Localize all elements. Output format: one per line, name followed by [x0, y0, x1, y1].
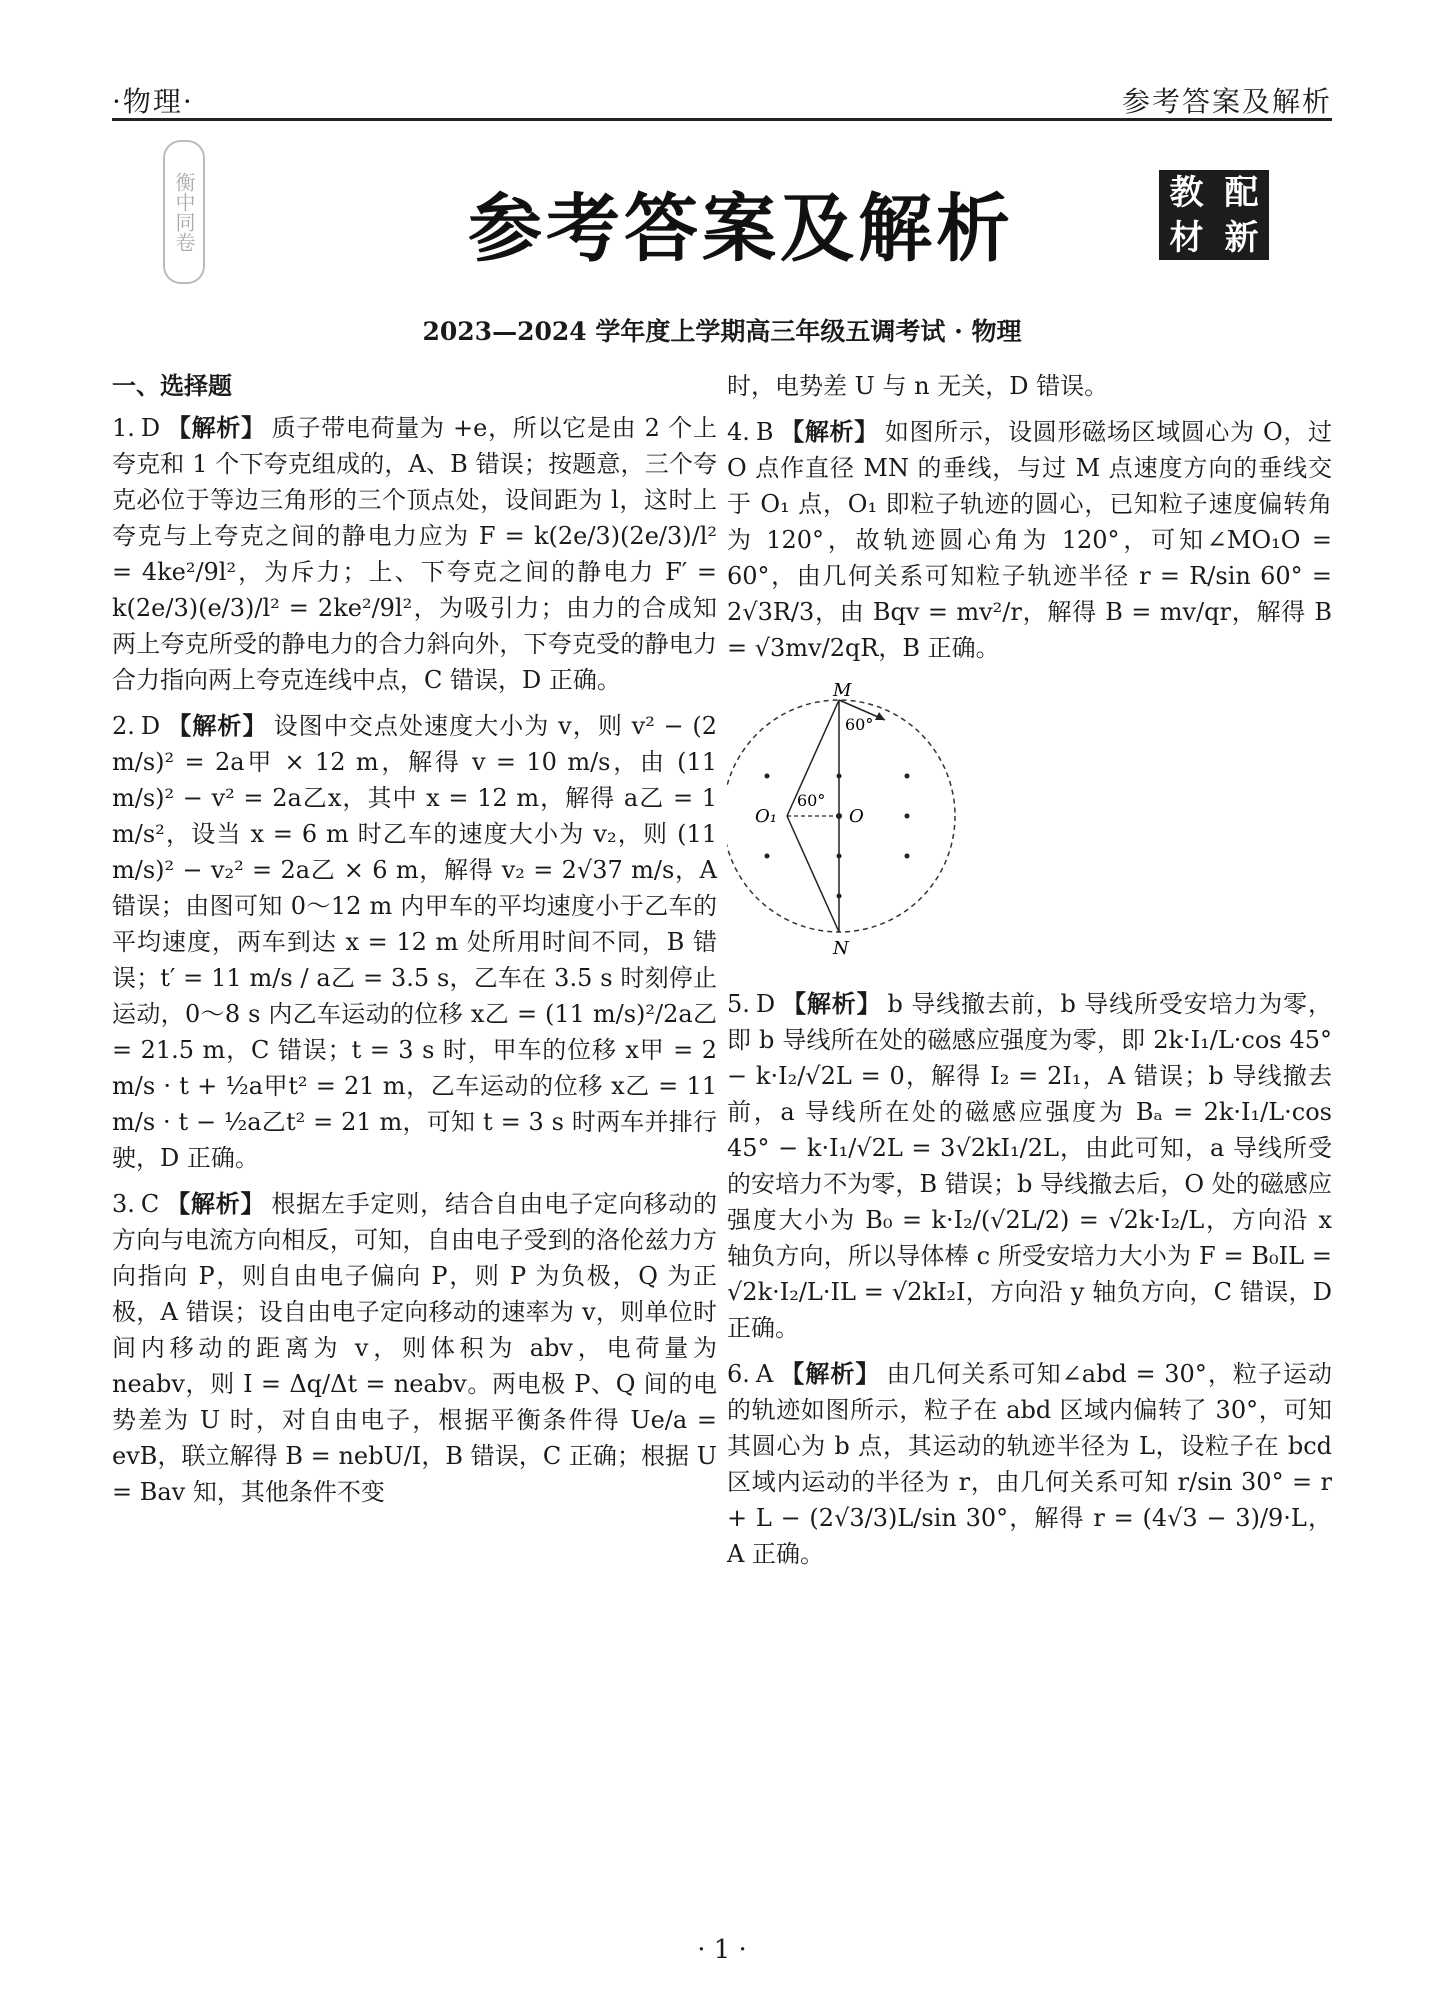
magnetic-field-diagram: [727, 682, 1332, 962]
answer-item-4: [727, 414, 1332, 666]
field-dot: [905, 814, 910, 819]
item-text: 时，电势差 U 与 n 无关，D 错误。: [727, 372, 1109, 400]
item-tag: 【解析】: [781, 989, 882, 1018]
answer-item-continued: [727, 368, 1332, 404]
item-text: 如图所示，设圆形磁场区域圆心为 O，过 O 点作直径 MN 的垂线，与过 M 点速度方向的垂线交于 O₁ 点，O₁ 即粒子轨迹的圆心，已知粒子速度偏转角为 120°，故轨迹圆心角为 120°，可知∠MO₁O = 60°，由几何关系可知粒子轨迹半径 r = R/sin 60° = 2√3R/3，由 Bqv = mv²/r，解得 B = mv/qr，解得 B = √3mv/2qR，B 正确。: [727, 418, 1332, 662]
item-text: 根据左手定则，结合自由电子定向移动的方向与电流方向相反，可知，自由电子受到的洛伦兹力方向指向 P，则自由电子偏向 P，则 P 为负极，Q 为正极，A 错误；设自由电子定向移动的速率为 v，则单位时间内移动的距离为 v，则体积为 abv，电荷量为 neabv，则 I = Δq/Δt = neabv。两电极 P、Q 间的电势差为 U 时，对自由电子，根据平衡条件得 Ue/a = evB，联立解得 B = nebU/I，B 错误，C 正确；根据 U = Bav 知，其他条件不变: [112, 1190, 718, 1506]
item-answer: D: [140, 414, 161, 442]
item-answer: A: [755, 1360, 774, 1388]
field-dots: [765, 774, 910, 899]
item-tag: 【解析】: [779, 1359, 881, 1388]
field-dot: [837, 854, 842, 859]
field-dot: [905, 774, 910, 779]
item-tag: 【解析】: [166, 413, 266, 442]
label-angle-mid: 60°: [797, 791, 826, 810]
left-column: [112, 368, 717, 1520]
item-tag: 【解析】: [779, 417, 879, 446]
field-dot: [837, 774, 842, 779]
item-number: 5.: [727, 990, 750, 1018]
answer-item-2: [112, 708, 717, 1176]
header-section-title: 参考答案及解析: [1121, 85, 1332, 118]
field-dot: [765, 854, 770, 859]
exam-title: 2023—2024 学年度上学期高三年级五调考试 · 物理: [422, 317, 1022, 346]
item-number: 1.: [112, 414, 135, 442]
seal-stamp: 衡中同卷: [163, 140, 205, 284]
label-angle-top: 60°: [845, 715, 874, 734]
item-text: 由几何关系可知∠abd = 30°，粒子运动的轨迹如图所示，粒子在 abd 区域内偏转了 30°，可知其圆心为 b 点，其运动的轨迹半径为 L，设粒子在 bcd 区域内运动的半径为 r，由几何关系可知 r/sin 30° = r + L − (2√3/3)L/sin 30°，解得 r = (4√3 − 3)/9·L，A 正确。: [727, 1360, 1332, 1568]
section-heading: 一、选择题: [112, 371, 232, 400]
line-O1-N: [787, 816, 839, 932]
item-answer: D: [140, 712, 161, 740]
item-number: 4.: [727, 418, 750, 446]
header-subject: ·物理·: [112, 85, 194, 118]
answer-item-3: [112, 1186, 717, 1510]
badge-char: 教: [1169, 172, 1204, 213]
item-tag: 【解析】: [165, 1189, 266, 1218]
field-dot: [765, 774, 770, 779]
item-number: 6.: [727, 1360, 750, 1388]
label-N: N: [833, 938, 849, 959]
item-number: 2.: [112, 712, 135, 740]
field-dot: [837, 894, 842, 899]
right-column: [727, 368, 1332, 1582]
badge-char: 配: [1224, 172, 1259, 213]
item-answer: D: [755, 990, 776, 1018]
field-dot: [836, 813, 842, 819]
item-text: 设图中交点处速度大小为 v，则 v² − (2 m/s)² = 2a甲 × 12 m，解得 v = 10 m/s，由 (11 m/s)² − v² = 2a乙x，其中 x = 12 m，解得 a乙 = 1 m/s²，设当 x = 6 m 时乙车的速度大小为 v₂，则 (11 m/s)² − v₂² = 2a乙 × 6 m，解得 v₂ = 2√37 m/s，A 错误；由图可知 0～12 m 内甲车的平均速度小于乙车的平均速度，两车到达 x = 12 m 处所用时间不同，B 错误；t′ = 11 m/s / a乙 = 3.5 s，乙车在 3.5 s 时刻停止运动，0～8 s 内乙车运动的位移 x乙 = (11 m/s)²/2a乙 = 21.5 m，C 错误；t = 3 s 时，甲车的位移 x甲 = 2 m/s · t + ½a甲t² = 21 m，乙车运动的位移 x乙 = 11 m/s · t − ½a乙t² = 21 m，可知 t = 3 s 时两车并排行驶，D 正确。: [112, 712, 718, 1172]
answer-item-5: [727, 986, 1332, 1346]
page-title: 参考答案及解析: [468, 186, 1014, 272]
field-dot: [905, 854, 910, 859]
answer-item-6: [727, 1356, 1332, 1572]
label-M: M: [833, 682, 852, 701]
item-text: b 导线撤去前，b 导线所受安培力为零，即 b 导线所在处的磁感应强度为零，即 2k·I₁/L·cos 45° − k·I₂/√2L = 0，解得 I₂ = 2I₁，A 错误；b 导线撤去前，a 导线所在处的磁感应强度为 Bₐ = 2k·I₁/L·cos 45° − k·I₁/√2L = 3√2kI₁/2L，由此可知，a 导线所受的安培力不为零，B 错误；b 导线撤去后，O 处的磁感应强度大小为 B₀ = k·I₂/(√2L/2) = √2k·I₂/L，方向沿 x 轴负方向，所以导体棒 c 所受安培力大小为 F = B₀IL = √2k·I₂/L·IL = √2kI₂I，方向沿 y 轴负方向，C 错误，D 正确。: [727, 990, 1333, 1342]
label-O: O: [849, 806, 864, 827]
badge-new-textbook: [1159, 170, 1269, 260]
item-tag: 【解析】: [166, 711, 268, 740]
header-rule: [112, 118, 1332, 121]
page-number: · 1 ·: [697, 1935, 747, 1965]
item-answer: C: [140, 1190, 160, 1218]
label-O1: O₁: [755, 806, 777, 827]
item-answer: B: [755, 418, 774, 446]
badge-char: 材: [1169, 217, 1204, 258]
answer-item-1: [112, 410, 717, 698]
item-number: 3.: [112, 1190, 135, 1218]
badge-char: 新: [1224, 217, 1259, 258]
item-text: 质子带电荷量为 +e，所以它是由 2 个上夸克和 1 个下夸克组成的，A、B 错误；按题意，三个夸克必位于等边三角形的三个顶点处，设间距为 l，这时上夸克与上夸克之间的静电力应为 F = k(2e/3)(2e/3)/l² = 4ke²/9l²，为斥力；上、下夸克之间的静电力 F′ = k(2e/3)(e/3)/l² = 2ke²/9l²，为吸引力；由力的合成知两上夸克所受的静电力的合力斜向外，下夸克受的静电力合力指向两上夸克连线中点，C 错误，D 正确。: [112, 414, 718, 694]
